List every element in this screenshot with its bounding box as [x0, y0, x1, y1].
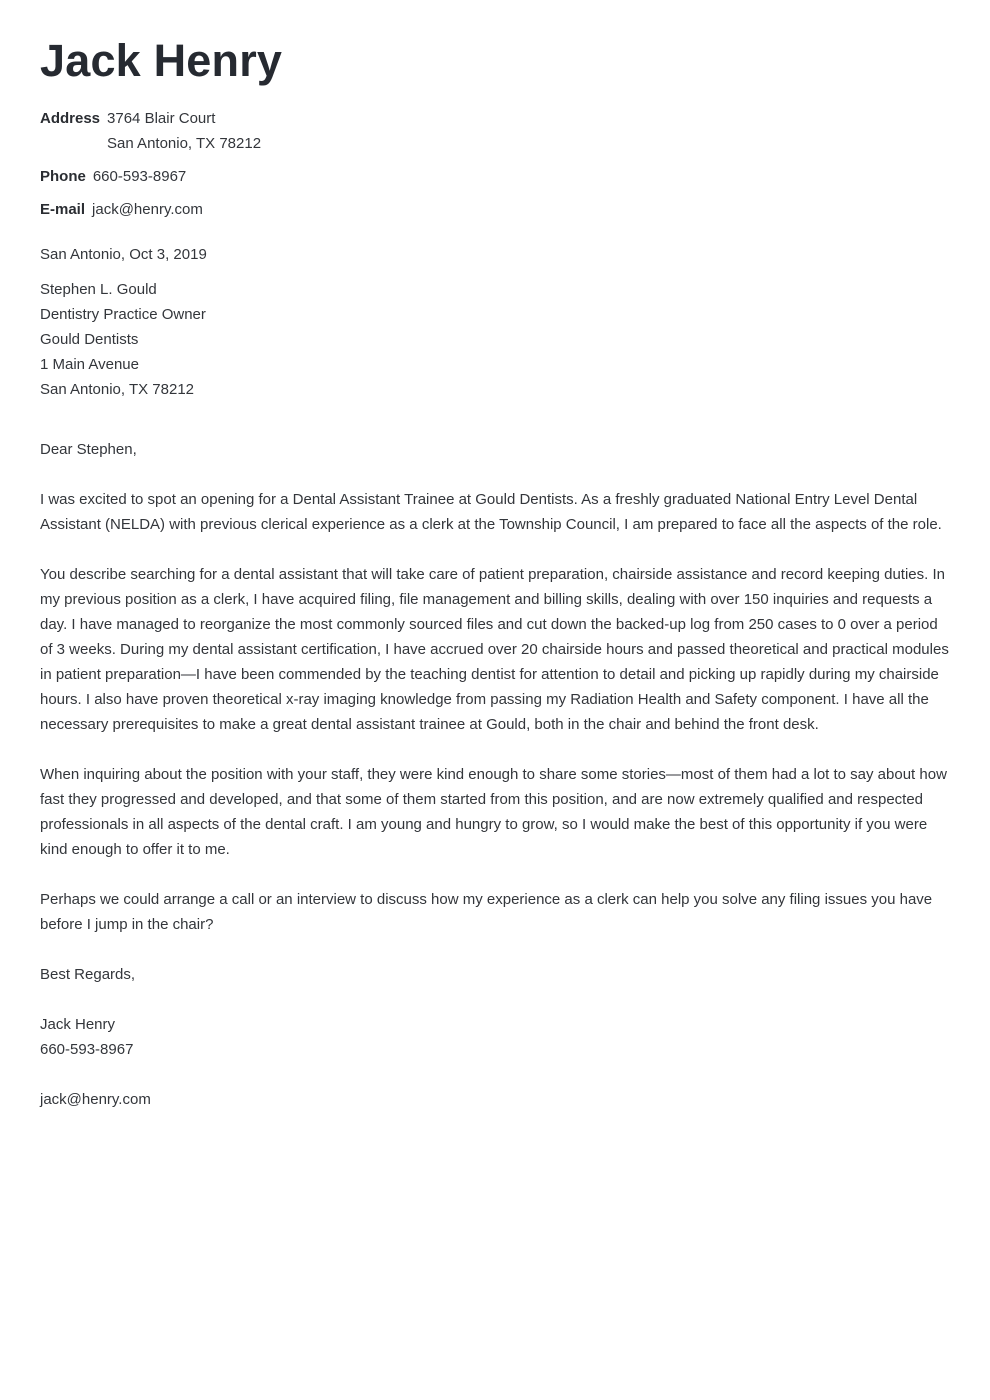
address-label: Address — [40, 110, 101, 127]
recipient-name: Stephen L. Gould — [40, 281, 157, 298]
address-row — [40, 106, 261, 156]
email-label: E-mail — [40, 201, 86, 218]
recipient-street: 1 Main Avenue — [40, 356, 139, 373]
body-paragraph: I was excited to spot an opening for a Dental Assistant Trainee at Gould Dentists. As a freshly graduated National Entry Level Dental Assistant (NELDA) with previous clerical experience as a clerk at the Township Council, I am prepared to face all the aspects of the role. — [40, 491, 942, 533]
body-paragraph: You describe searching for a dental assistant that will take care of patient preparation, chairside assistance and record keeping duties. In my previous position as a clerk, I have acquired filing, file management and billing skills, dealing with over 150 inquiries and requests a day. I have managed to reorganize the most commonly sourced files and cut down the backed-up log from 250 cases to 0 over a period of 3 weeks. During my dental assistant certification, I have accrued over 20 chairside hours and passed theoretical and practical modules in patient preparation—I have been commended by the teaching dentist for attention to detail and picking up rapidly during my chairside hours. I also have proven theoretical x-ray imaging knowledge from passing my Radiation Health and Safety component. I have all the necessary prerequisites to make a great dental assistant trainee at Gould, both in the chair and behind the front desk. — [40, 566, 949, 733]
signature-spacer — [40, 1062, 952, 1087]
phone-label: Phone — [40, 168, 86, 185]
signature-phone: 660-593-8967 — [40, 1041, 134, 1058]
body-paragraph: When inquiring about the position with your staff, they were kind enough to share some stories—most of them had a lot to say about how fast they progressed and developed, and that some of them started from this position, and are now extremely qualified and respected professionals in all aspects of the dental craft. I am young and hungry to grow, so I would make the best of this opportunity if you were kind enough to offer it to me. — [40, 766, 947, 858]
email-row — [40, 197, 261, 222]
recipient-company: Gould Dentists — [40, 331, 139, 348]
recipient-title: Dentistry Practice Owner — [40, 306, 206, 323]
phone-value: 660-593-8967 — [92, 168, 187, 185]
closing: Best Regards, — [40, 966, 136, 983]
applicant-name: Jack Henry — [40, 35, 283, 86]
letter-date: San Antonio, Oct 3, 2019 — [40, 246, 207, 263]
letter-body — [40, 437, 952, 1112]
address-line-1: 3764 Blair Court — [107, 110, 216, 127]
signature-block — [40, 1012, 952, 1112]
contact-details — [40, 106, 261, 222]
salutation: Dear Stephen, — [40, 441, 137, 458]
email-value: jack@henry.com — [92, 201, 203, 218]
phone-row — [40, 164, 261, 189]
recipient-block — [40, 277, 206, 402]
address-line-2: San Antonio, TX 78212 — [107, 135, 262, 152]
signature-email: jack@henry.com — [40, 1091, 151, 1108]
recipient-city: San Antonio, TX 78212 — [40, 381, 195, 398]
body-paragraph: Perhaps we could arrange a call or an interview to discuss how my experience as a clerk can help you solve any filing issues you have before I jump in the chair? — [40, 891, 933, 933]
address-value — [107, 106, 261, 156]
signature-name: Jack Henry — [40, 1016, 116, 1033]
